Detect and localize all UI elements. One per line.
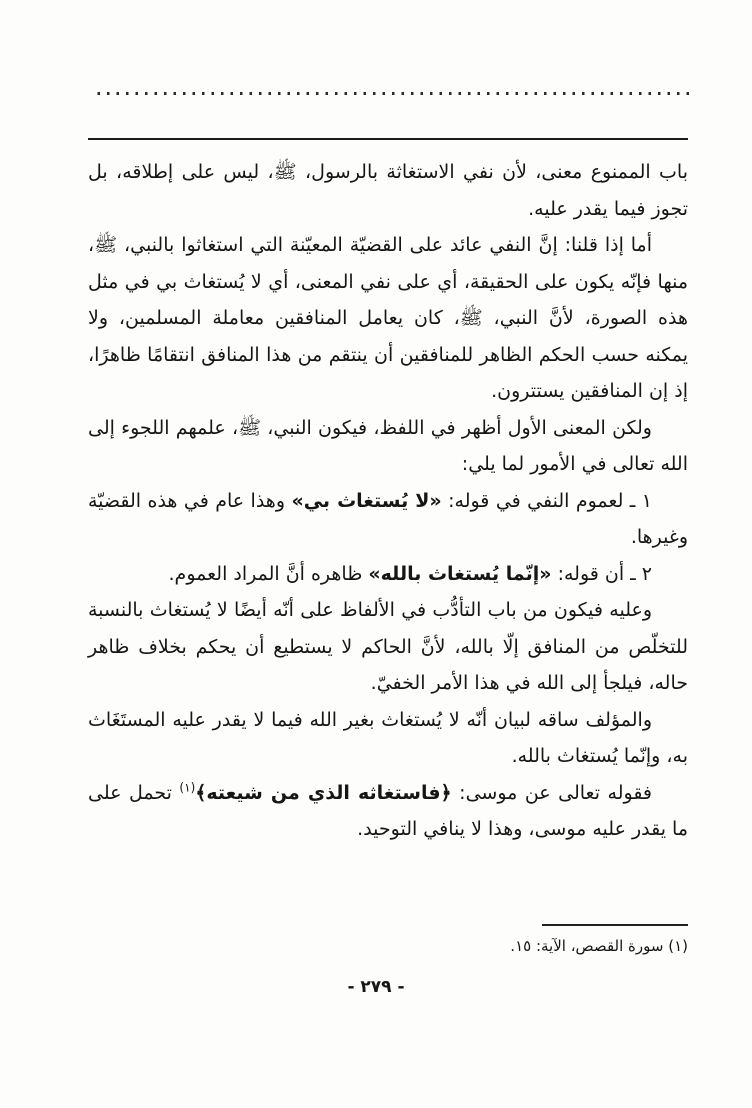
text-block [88,154,688,848]
footnote: (١) سورة القصص، الآية: ١٥. [510,937,688,955]
paragraph-text: والمؤلف ساقه لبيان أنّه لا يُستغاث بغير الله فيما لا يقدر عليه المستَغَاث به، وإنّما يُستغاث بالله. [88,708,688,767]
emphasized-text: «إنّما يُستغاث بالله» [368,562,552,585]
paragraph-text: باب الممنوع معنى، لأن نفي الاستغاثة بالرسول، ﷺ، ليس على إطلاقه، بل تجوز فيما يقدر عليه. [88,161,688,220]
paragraph [88,556,688,593]
paragraph [88,483,688,556]
paragraph [88,154,688,227]
paragraph [88,227,688,410]
paragraph-text: ٢ ـ أن قوله: [551,562,652,585]
paragraph [88,410,688,483]
dotted-separator [95,92,689,95]
paragraph [88,592,688,702]
page-number: - ٢٧٩ - [347,977,405,997]
paragraph-text: أما إذا قلنا: إنَّ النفي عائد على القضيّة المعيّنة التي استغاثوا بالنبي، ﷺ، منها فإنّه يكون على الحقيقة، أي على نفي المعنى، أي لا يُستغاث بي في مثل هذه الصورة، لأنَّ النبي، ﷺ، كان يعامل المنافقين معاملة المسلمين، ولا يمكنه حسب الحكم الظاهر للمنافقين أن ينتقم من هذا المنافق انتقامًا ظاهرًا، إذ إن المنافقين يستترون. [88,234,688,402]
paragraph [88,775,688,848]
paragraph-text: ١ ـ لعموم النفي في قوله: [441,489,653,512]
paragraph-text: تحمل على ما يقدر عليه موسى، وهذا لا ينافي التوحيد. [88,781,688,840]
paragraph-text: وهذا عام في هذه القضيّة وغيرها. [88,489,688,548]
footnote-marker: (١) [179,780,196,795]
paragraph-text: فقوله تعالى عن موسى: [451,781,653,804]
emphasized-text: ﴿فاستغاثه الذي من شيعته﴾ [195,781,452,804]
header-rule [88,138,688,140]
paragraph-text: ظاهره أنَّ المراد العموم. [168,562,369,585]
paragraph-text: وعليه فيكون من باب التأدُّب في الألفاظ على أنّه أيضًا لا يُستغاث بالنسبة للتخلّص من المنافق إلّا بالله، لأنَّ الحاكم لا يستطيع أن يحكم بخلاف ظاهر حاله، فيلجأ إلى الله في هذا الأمر الخفيّ. [88,599,688,694]
emphasized-text: «لا يُستغاث بي» [291,489,442,512]
paragraph [88,702,688,775]
paragraph-text: ولكن المعنى الأول أظهر في اللفظ، فيكون النبي، ﷺ، علمهم اللجوء إلى الله تعالى في الأمور لما يلي: [88,416,688,475]
footnote-rule [542,924,688,926]
